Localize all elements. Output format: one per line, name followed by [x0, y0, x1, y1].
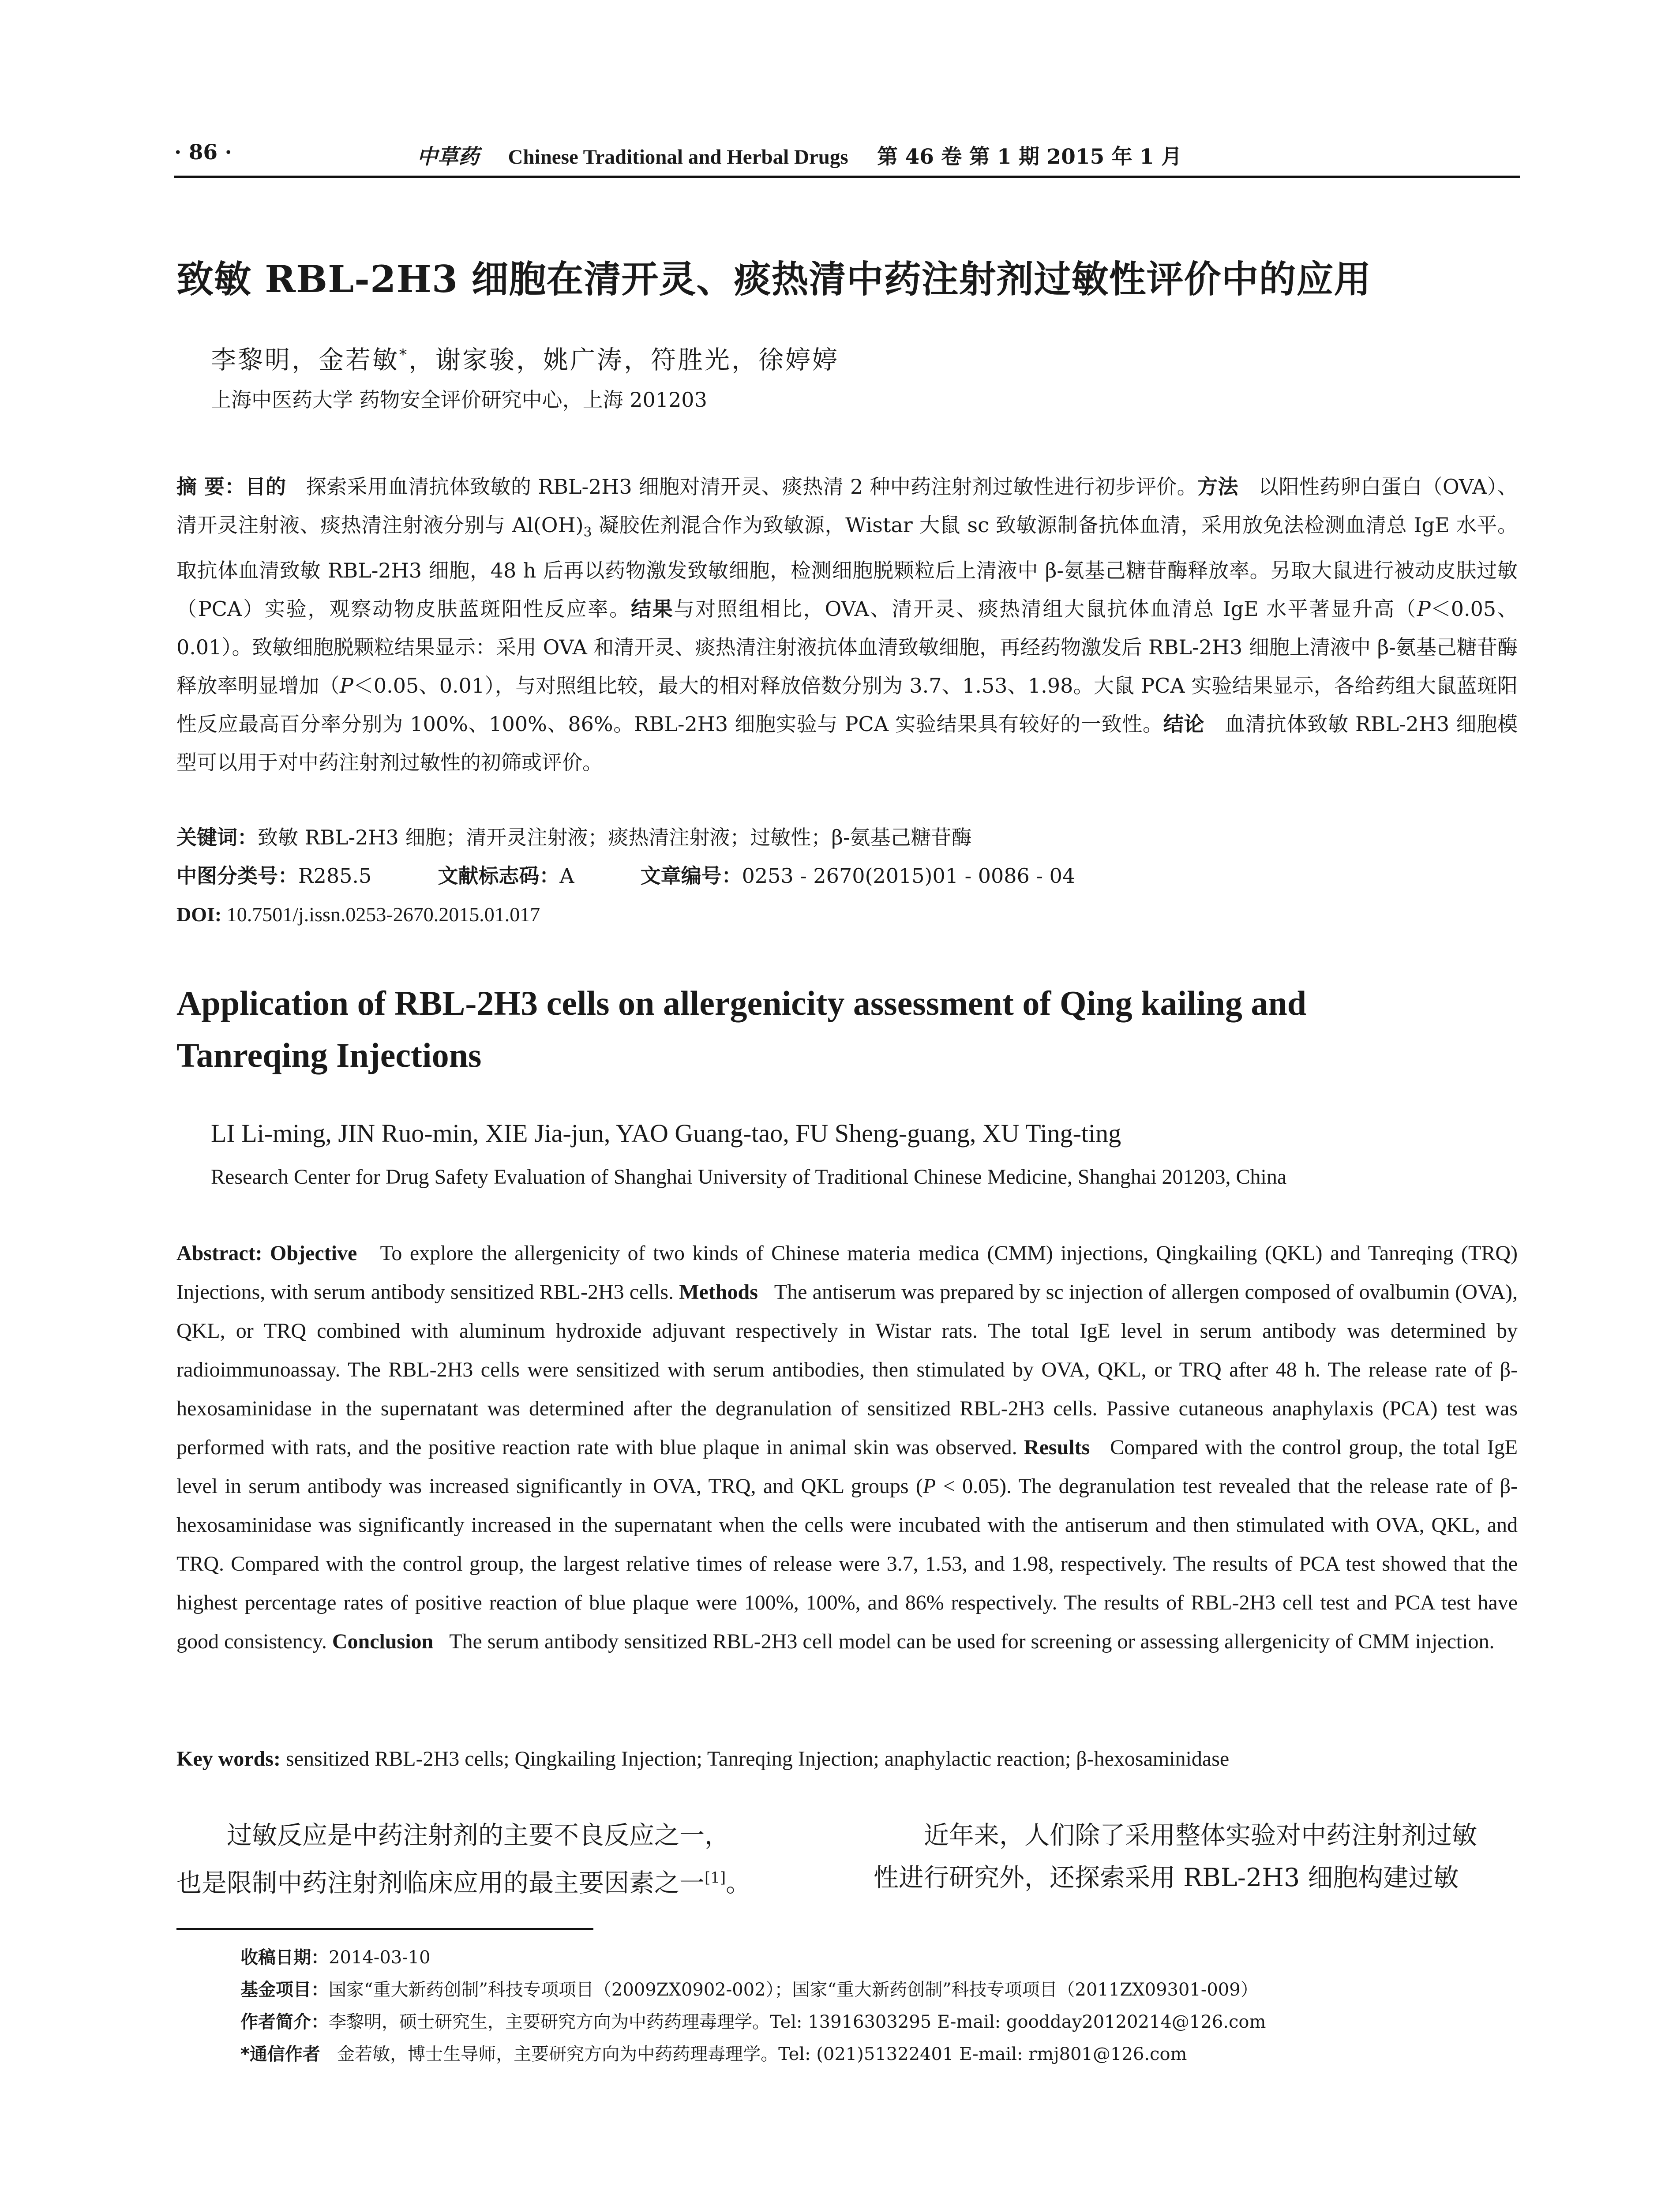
doc-code-value: A	[559, 864, 574, 888]
results-label-en: Results	[1024, 1436, 1090, 1459]
body-column-left	[176, 1814, 821, 1904]
affiliation-en: Research Center for Drug Safety Evaluation of Shanghai University of Traditional Chinese Medicine, Shanghai 201203, China	[211, 1165, 1287, 1189]
footnote-corresponding	[240, 2040, 1187, 2065]
article-title-en: Application of RBL-2H3 cells on allergenicity assessment of Qing kailing and Tanreqing Injections	[176, 984, 1307, 1074]
affiliation-cn: 上海中医药大学 药物安全评价研究中心，上海 201203	[211, 388, 707, 412]
results-text-en-2: < 0.05). The degranulation test revealed that the release rate of β-hexosaminidase was significantly increased in the supernatant when the cells were incubated with the antiserum and then stimulated with OVA, QKL, and TRQ. Compared with the control group, the largest relative times of release were 3.7, 1.53, and 1.98, respectively. The results of PCA test showed that the highest percentage rates of positive reaction of blue plaque were 100%, 100%, and 86% respectively. The results of RBL-2H3 cell test and PCA test have good consistency.	[176, 1474, 1518, 1653]
doi-line	[176, 895, 540, 934]
running-header	[174, 140, 1520, 171]
footnote-rule	[176, 1928, 593, 1930]
footnote-received	[240, 1943, 431, 1969]
classification-line	[176, 857, 1075, 895]
journal-name	[417, 140, 1182, 170]
keywords-cn-text: 致敏 RBL-2H3 细胞；清开灵注射液；痰热清注射液；过敏性；β-氨基己糖苷酶	[258, 825, 972, 849]
p-value-cn-2: P	[339, 674, 353, 698]
received-label: 收稿日期：	[240, 1947, 329, 1968]
results-text-en-1: Compared with the control group, the total IgE level in serum antibody was increased significantly in OVA, TRQ, and QKL groups (	[176, 1436, 1518, 1498]
objective-text-cn: 探索采用血清抗体致敏的 RBL-2H3 细胞对清开灵、痰热清 2 种中药注射剂过敏性进行初步评价。	[306, 475, 1198, 499]
conclusion-label-en: Conclusion	[332, 1630, 434, 1653]
clc-label: 中图分类号：	[176, 864, 298, 888]
authors-cn-part1: 李黎明，金若敏	[211, 345, 399, 375]
body-left-end: 。	[726, 1868, 751, 1898]
methods-subscript: 3	[583, 525, 592, 540]
author-bio-label: 作者简介：	[240, 2012, 329, 2032]
fund-label: 基金项目：	[240, 1980, 329, 2000]
fund-text: 国家“重大新药创制”科技专项项目（2009ZX0902-002）；国家“重大新药创制”科技专项项目（2011ZX09301-009）	[329, 1980, 1258, 2000]
methods-label-cn: 方法	[1197, 475, 1238, 499]
methods-text-en: The antiserum was prepared by sc injection of allergen composed of ovalbumin (OVA), QKL, or TRQ combined with aluminum hydroxide adjuvant respectively in Wistar rats. The total IgE level in serum antibody was determined by radioimmunoassay. The RBL-2H3 cells were sensitized with serum antibodies, then stimulated by OVA, QKL, or TRQ after 48 h. The release rate of β-hexosaminidase in the supernatant was determined after the degranulation of sensitized RBL-2H3 cells. Passive cutaneous anaphylaxis (PCA) test was performed with rats, and the positive reaction rate with blue plaque in animal skin was observed.	[176, 1280, 1518, 1459]
objective-text-en: To explore the allergenicity of two kinds of Chinese materia medica (CMM) injections, Qingkailing (QKL) and Tanreqing (TRQ) Injections, with serum antibody sensitized RBL-2H3 cells.	[176, 1242, 1518, 1304]
keywords-en-text: sensitized RBL-2H3 cells; Qingkailing Injection; Tanreqing Injection; anaphylactic reaction; β-hexosaminidase	[285, 1747, 1230, 1771]
body-left-line2: 也是限制中药注射剂临床应用的最主要因素之一	[176, 1868, 705, 1898]
doi-value: 10.7501/j.issn.0253-2670.2015.01.017	[226, 903, 540, 926]
abstract-cn	[176, 468, 1518, 782]
keywords-cn	[176, 818, 972, 857]
journal-issue: 第 46 卷 第 1 期 2015 年 1 月	[877, 145, 1182, 169]
conclusion-text-cn: 血清抗体致敏 RBL-2H3 细胞模型可以用于对中药注射剂过敏性的初筛或评价。	[176, 712, 1518, 775]
conclusion-text-en: The serum antibody sensitized RBL-2H3 cell model can be used for screening or assessing allergenicity of CMM injection.	[449, 1630, 1495, 1653]
citation-ref[interactable]: [1]	[705, 1869, 726, 1887]
authors-cn	[211, 340, 839, 376]
body-right-line1: 近年来，人们除了采用整体实验对中药注射剂过敏	[924, 1821, 1477, 1850]
page-number: · 86 ·	[174, 140, 232, 165]
journal-name-en: Chinese Traditional and Herbal Drugs	[508, 146, 848, 169]
footnote-fund	[240, 1976, 1258, 2001]
article-title-cn: 致敏 RBL-2H3 细胞在清开灵、痰热清中药注射剂过敏性评价中的应用	[176, 257, 1372, 301]
p-value-en: P	[922, 1474, 936, 1498]
journal-name-cn: 中草药	[417, 145, 479, 169]
corresponding-mark: *	[399, 346, 409, 364]
results-label-cn: 结果	[631, 597, 674, 621]
corresponding-label: *通信作者	[240, 2044, 320, 2064]
body-left-line1: 过敏反应是中药注射剂的主要不良反应之一，	[227, 1821, 730, 1850]
received-date: 2014-03-10	[329, 1947, 431, 1968]
doi-label: DOI:	[176, 903, 222, 926]
article-number-value: 0253 - 2670(2015)01 - 0086 - 04	[742, 864, 1076, 888]
body-right-line2: 性进行研究外，还探索采用 RBL-2H3 细胞构建过敏	[874, 1863, 1459, 1892]
article-number-label: 文章编号：	[640, 864, 742, 888]
keywords-en-label: Key words:	[176, 1747, 281, 1771]
methods-text-cn-2: 凝胶佐剂混合作为致敏源，Wistar 大鼠 sc 致敏源制备抗体血清，采用放免法检测血清总 IgE 水平。取抗体血清致敏 RBL-2H3 细胞，48 h 后再以药物激发致敏细胞，检测细胞脱颗粒后上清液中 β-氨基己糖苷酶释放率。另取大鼠进行被动皮肤过敏（PCA）实验，观察动物皮肤蓝斑阳性反应率。	[176, 513, 1518, 621]
objective-label-cn: 目的	[245, 475, 286, 499]
header-rule	[174, 176, 1520, 178]
objective-label-en: Objective	[270, 1242, 357, 1265]
methods-text-cn-1: 以阳性药卵白蛋白（OVA）、清开灵注射液、痰热清注射液分别与 Al(OH)	[176, 475, 1518, 537]
body-column-right	[874, 1814, 1518, 1899]
clc-value: R285.5	[298, 864, 372, 888]
doc-code-label: 文献标志码：	[438, 864, 560, 888]
results-text-cn-2: ＜0.05、0.01）。致敏细胞脱颗粒结果显示：采用 OVA 和清开灵、痰热清注射液抗体血清致敏细胞，再经药物激发后 RBL-2H3 细胞上清液中 β-氨基己糖苷酶释放率明显增加（	[176, 597, 1518, 698]
results-text-cn-1: 与对照组相比，OVA、清开灵、痰热清组大鼠抗体血清总 IgE 水平著显升高（	[674, 597, 1417, 621]
authors-cn-part2: ，谢家骏，姚广涛，符胜光，徐婷婷	[409, 345, 839, 375]
results-text-cn-3: ＜0.05、0.01），与对照组比较，最大的相对释放倍数分别为 3.7、1.53、1.98。大鼠 PCA 实验结果显示，各给药组大鼠蓝斑阳性反应最高百分率分别为 100%、100%、86%。RBL-2H3 细胞实验与 PCA 实验结果具有较好的一致性。	[176, 674, 1518, 736]
p-value-cn-1: P	[1417, 597, 1431, 621]
footnote-author	[240, 2008, 1266, 2033]
abstract-en	[176, 1234, 1518, 1661]
keywords-en	[176, 1740, 1229, 1778]
authors-en: LI Li-ming, JIN Ruo-min, XIE Jia-jun, YAO Guang-tao, FU Sheng-guang, XU Ting-ting	[211, 1119, 1121, 1148]
methods-label-en: Methods	[679, 1280, 758, 1304]
conclusion-label-cn: 结论	[1163, 712, 1205, 736]
abstract-en-label: Abstract:	[176, 1242, 262, 1265]
corresponding-text: 金若敏，博士生导师，主要研究方向为中药药理毒理学。Tel: (021)51322401 E-mail: rmj801@126.com	[337, 2044, 1187, 2064]
author-bio-text: 李黎明，硕士研究生，主要研究方向为中药药理毒理学。Tel: 13916303295 E-mail: goodday20120214@126.com	[329, 2012, 1266, 2032]
keywords-cn-label: 关键词：	[176, 825, 258, 849]
abstract-cn-label: 摘 要：	[176, 475, 245, 499]
